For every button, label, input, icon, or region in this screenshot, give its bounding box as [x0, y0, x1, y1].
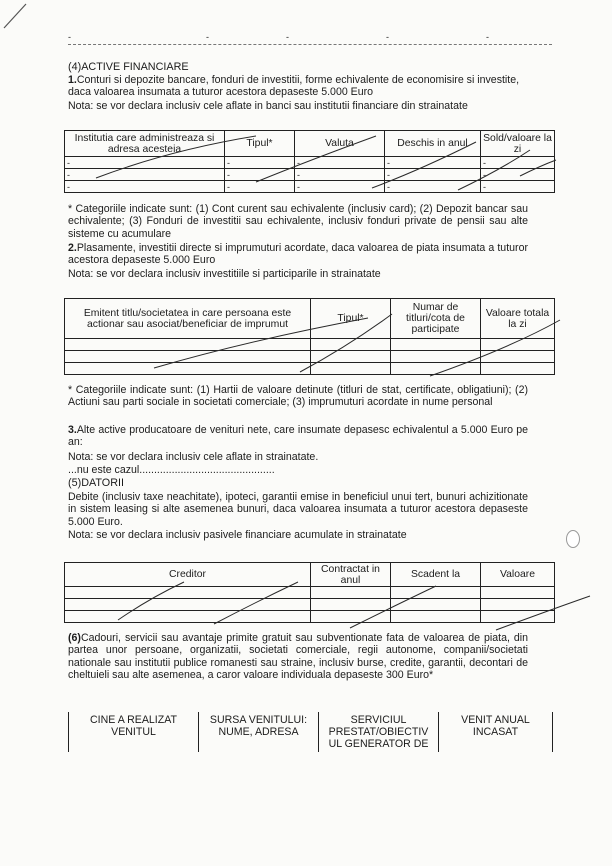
paragraph-number: 1.	[68, 74, 77, 86]
col-header-due: Scadent la	[391, 563, 481, 587]
table-cell: -	[385, 157, 481, 169]
section-4-note-3: Nota: se vor declara inclusiv cele aflate in strainatate.	[68, 451, 319, 463]
table-cell: -	[295, 181, 385, 193]
top-dash-3: -	[286, 32, 289, 42]
table-cell: -	[481, 181, 555, 193]
top-dash-4: -	[386, 32, 389, 42]
table-cell: -	[65, 169, 225, 181]
section-6-body: Cadouri, servicii sau avantaje primite gratuit sau subventionate fata de valoarea de piata, din partea unor persoane, organizatii, societati comerciale, regii autonome, companii/societati nationale sau institutii publice romanesti sau straine, inclusiv burse, credite, garantii, decontari de cheltuieli sau alte asemenea, a caror valoare individuala depaseste 300 Euro*	[68, 632, 528, 682]
table-cell: -	[385, 181, 481, 193]
col-header-who: CINE A REALIZAT VENITUL	[69, 712, 199, 752]
col-header-source: SURSA VENITULUI: NUME, ADRESA	[199, 712, 319, 752]
paragraph-text: Conturi si depozite bancare, fonduri de investitii, forme echivalente de economisire si investite, daca valoarea insumata a tuturor acestora depaseste 5.000 Euro	[68, 74, 520, 99]
table-cell: -	[225, 181, 295, 193]
top-dash-5: -	[486, 32, 489, 42]
section-4-footnote-1: * Categoriile indicate sunt: (1) Cont curent sau echivalente (inclusiv card); (2) Depozit bancar sau echivalente; (3) Fonduri de investitii sau echivalente, inclusiv fonduri private de pensii sau alte sisteme cu acumulare	[68, 203, 528, 240]
table-cell: -	[295, 169, 385, 181]
paragraph-number: 2.	[68, 242, 77, 254]
col-header-institution: Institutia care administreaza si adresa acesteia	[65, 131, 225, 157]
section-4-footnote-2: * Categoriile indicate sunt: (1) Hartii de valoare detinute (titluri de stat, certificate, obligatiuni); (2) Actiuni sau parti sociale in societati comerciale; (3) imprumuturi acordate in nume personal	[68, 384, 528, 409]
col-header-contracted-year: Contractat in anul	[311, 563, 391, 587]
table-cell: -	[295, 157, 385, 169]
section-number: (6)	[68, 632, 81, 644]
col-header-type: Tipul*	[311, 299, 391, 339]
paper-blemish	[566, 530, 580, 548]
top-dash-2: -	[206, 32, 209, 42]
col-header-creditor: Creditor	[65, 563, 311, 587]
table-cell: -	[481, 157, 555, 169]
col-header-type: Tipul*	[225, 131, 295, 157]
paragraph-text: Alte active producatoare de venituri nete, care insumate depasesc echivalentul a 5.000 Euro pe an:	[68, 424, 528, 449]
section-5-title: (5)DATORII	[68, 477, 124, 489]
section-4-answer: ...nu este cazul..............................................	[68, 464, 275, 476]
col-header-issuer: Emitent titlu/societatea in care persoana este actionar sau asociat/beneficiar de imprumut	[65, 299, 311, 339]
col-header-currency: Valuta	[295, 131, 385, 157]
paragraph-number: 3.	[68, 424, 77, 436]
col-header-total-value: Valoare totala la zi	[481, 299, 555, 339]
section-4-note-2: Nota: se vor declara inclusiv investitiile si participarile in strainatate	[68, 268, 381, 280]
col-header-annual-income: VENIT ANUAL INCASAT	[439, 712, 553, 752]
section-5-text: Debite (inclusiv taxe neachitate), ipoteci, garantii emise in beneficiul unui tert, bunuri achizitionate in sistem leasing si alte asemenea bunuri, daca valoarea insumata a tuturor acestora depaseste 5.000 Euro.	[68, 491, 528, 528]
col-header-service: SERVICIUL PRESTAT/OBIECTIV UL GENERATOR DE	[319, 712, 439, 752]
table-cell: -	[225, 169, 295, 181]
col-header-shares: Numar de titluri/cota de participate	[391, 299, 481, 339]
col-header-opened-year: Deschis in anul	[385, 131, 481, 157]
top-dash-1: -	[68, 32, 71, 42]
table-cell: -	[225, 157, 295, 169]
paragraph-text: Plasamente, investitii directe si imprumuturi acordate, daca valoarea de piata insumata a tuturor acestora depaseste 5.000 Euro	[68, 242, 528, 267]
col-header-balance: Sold/valoare la zi	[481, 131, 555, 157]
table-cell: -	[65, 181, 225, 193]
section-5-note: Nota: se vor declara inclusiv pasivele financiare acumulate in strainatate	[68, 529, 407, 541]
table-cell: -	[65, 157, 225, 169]
section-4-title: (4)ACTIVE FINANCIARE	[68, 61, 189, 73]
table-cell: -	[481, 169, 555, 181]
table-cell: -	[385, 169, 481, 181]
col-header-value: Valoare	[481, 563, 555, 587]
section-4-note-1: Nota: se vor declara inclusiv cele aflate in banci sau institutii financiare din strainatate	[68, 100, 468, 112]
